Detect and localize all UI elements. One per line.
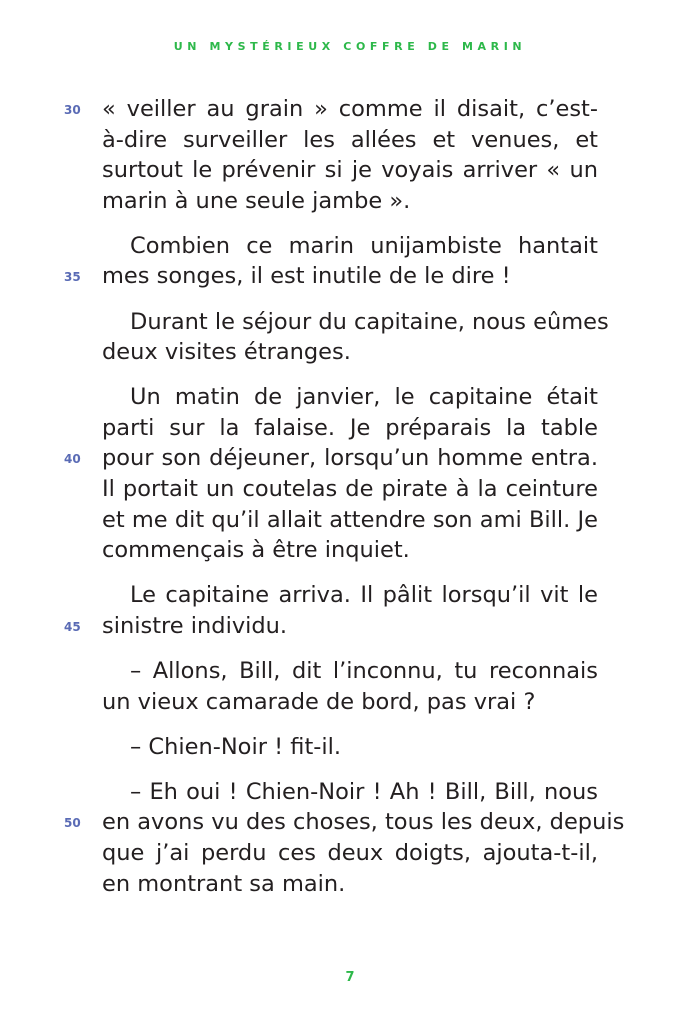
text-line: [102, 535, 598, 566]
line-text: et me dit qu’il allait attendre son ami Bill. Je: [102, 506, 598, 533]
text-line: [102, 656, 598, 687]
text-line: [64, 261, 598, 292]
line-text: Le capitaine arriva. Il pâlit lorsqu’il vit le: [130, 582, 598, 609]
text-line: [64, 611, 598, 642]
line-text: commençais à être inquiet.: [102, 537, 410, 564]
line-text: « veiller au grain » comme il disait, c’est-: [102, 96, 598, 122]
line-text: Un matin de janvier, le capitaine était: [130, 384, 598, 411]
line-text: deux visites étranges.: [102, 339, 351, 366]
text-line: [102, 732, 598, 763]
line-text: surtout le prévenir si je voyais arriver « un: [102, 157, 598, 184]
line-text: sinistre individu.: [102, 612, 288, 639]
text-line: [102, 777, 598, 808]
line-text: en avons vu des choses, tous les deux, depuis: [102, 809, 625, 836]
line-text: Combien ce marin unijambiste hantait: [130, 232, 598, 259]
line-text: – Chien-Noir ! fit-il.: [130, 733, 342, 760]
paragraph: [64, 580, 598, 641]
text-line: [102, 125, 598, 156]
paragraph: [64, 382, 598, 566]
line-text: à-dire surveiller les allées et venues, et: [102, 126, 598, 153]
line-text: Durant le séjour du capitaine, nous eûmes: [130, 308, 609, 335]
line-text: marin à une seule jambe ».: [102, 187, 411, 214]
line-text: en montrant sa main.: [102, 870, 346, 897]
line-text: que j’ai perdu ces deux doigts, ajouta-t-il,: [102, 839, 598, 866]
body-text: [64, 94, 625, 899]
text-line: [64, 94, 598, 125]
line-text: Il portait un coutelas de pirate à la ceinture: [102, 476, 598, 503]
text-line: [102, 231, 598, 262]
text-line: [102, 186, 598, 217]
text-line: [64, 807, 625, 838]
text-line: [102, 869, 598, 900]
text-line: [102, 382, 598, 413]
paragraph: [102, 656, 598, 717]
text-line: [64, 443, 598, 474]
text-line: [102, 337, 598, 368]
text-line: [102, 580, 598, 611]
line-text: – Eh oui ! Chien-Noir ! Ah ! Bill, Bill, nous: [130, 778, 598, 805]
text-line: [102, 687, 598, 718]
line-number: 50: [64, 816, 81, 831]
paragraph: [64, 94, 598, 216]
line-number: 35: [64, 270, 81, 285]
text-line: [102, 155, 598, 186]
line-text: parti sur la falaise. Je préparais la table: [102, 414, 598, 441]
text-line: [102, 413, 598, 444]
line-text: pour son déjeuner, lorsqu’un homme entra.: [102, 445, 598, 472]
paragraph: [64, 231, 598, 292]
page-number: 7: [345, 970, 355, 985]
line-text: – Allons, Bill, dit l’inconnu, tu reconnais: [130, 658, 598, 684]
text-line: [102, 474, 598, 505]
paragraph: [102, 732, 598, 763]
text-line: [102, 307, 609, 338]
text-line: [102, 838, 598, 869]
text-line: [102, 505, 598, 536]
line-number: 45: [64, 619, 81, 634]
paragraph: [64, 777, 625, 899]
paragraph: [102, 307, 609, 368]
running-head: UN MYSTÉRIEUX COFFRE DE MARIN: [173, 40, 527, 53]
line-number: 30: [64, 103, 81, 117]
line-number: 40: [64, 452, 81, 467]
line-text: un vieux camarade de bord, pas vrai ?: [102, 688, 536, 715]
line-text: mes songes, il est inutile de le dire !: [102, 263, 511, 290]
